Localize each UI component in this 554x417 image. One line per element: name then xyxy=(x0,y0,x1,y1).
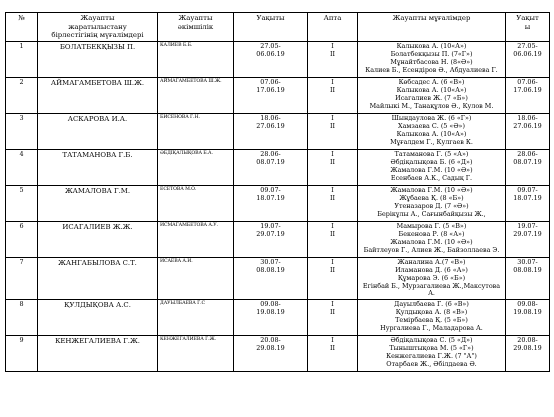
row-assistant: ДАУЫЛБАЕВА Г.С xyxy=(158,300,234,336)
row-assistant: БИСЕНОВА Г.Н. xyxy=(158,113,234,149)
row-shift: I II xyxy=(308,41,358,77)
row-staff: Көбсадес А. (6 «В») Калыкова А. (10«А») Исагалиев Ж. (7 «Б») Майлыкі М., Танақұлов Ә., Кулов М. xyxy=(358,77,506,113)
row-manager: БОЛАТБЕКҚЫЗЫ П. xyxy=(38,41,158,77)
row-period2: 07.06- 17.06.19 xyxy=(506,77,550,113)
row-num: 4 xyxy=(6,149,38,185)
table-header-row xyxy=(6,13,550,42)
row-num: 6 xyxy=(6,221,38,257)
row-shift: I II xyxy=(308,77,358,113)
row-assistant: ӘБДІҚАЛЫҚОВА Б.А. xyxy=(158,149,234,185)
row-period: 30.07- 08.08.19 xyxy=(234,257,308,300)
row-manager: ЖАНГАБЫЛОВА С.Т. xyxy=(38,257,158,300)
row-manager: КЕНЖЕГАЛИЕВА Г.Ж. xyxy=(38,336,158,372)
table-row xyxy=(6,149,550,185)
table-body xyxy=(6,41,550,372)
row-shift: I II xyxy=(308,336,358,372)
row-period: 18.06- 27.06.19 xyxy=(234,113,308,149)
row-num: 8 xyxy=(6,300,38,336)
row-num: 5 xyxy=(6,185,38,221)
header-staff: Жауапты мұғалімдер xyxy=(358,13,506,42)
table-row xyxy=(6,300,550,336)
header-assistant: Жауапты әкімшілік xyxy=(158,13,234,42)
row-period: 09.08- 19.08.19 xyxy=(234,300,308,336)
row-manager: АЙМАГАМБЕТОВА Ш.Ж. xyxy=(38,77,158,113)
row-manager: ИСАГАЛИЕВ Ж.Ж. xyxy=(38,221,158,257)
row-staff: Шындаулова Ж. (6 «Г») Хамзаева С. (5 «Ә») Калыкова А. (10«А») Мұғалдем Г., Кулгаев К. xyxy=(358,113,506,149)
table-row xyxy=(6,77,550,113)
row-period: 27.05- 06.06.19 xyxy=(234,41,308,77)
table-row xyxy=(6,185,550,221)
header-shift: Апта xyxy=(308,13,358,42)
row-num: 2 xyxy=(6,77,38,113)
row-assistant: ИСАЕВА А.И. xyxy=(158,257,234,300)
row-period: 09.07- 18.07.19 xyxy=(234,185,308,221)
header-period2: Уақыт ы xyxy=(506,13,550,42)
row-staff: Калыкова А. (10«А») Болатбекқызы П. (7«Г») Мұнайтбасова Н. (8«Ә») Калиев Б., Есендіров Ә., Абдуалиева Г. xyxy=(358,41,506,77)
row-manager: ЖАМАЛОВА Г.М. xyxy=(38,185,158,221)
header-period: Уақыты xyxy=(234,13,308,42)
row-assistant: КАЛИЕВ Б.Б. xyxy=(158,41,234,77)
row-staff: Әбдіқалықова С. (5 «Д») Тыныштықова М. (5 «Г») Кенжегалиева Г.Ж. (7 "А") Отарбаев Ж., Әбілдаева Ә. xyxy=(358,336,506,372)
row-assistant: ЕСЕТОВА М.О. xyxy=(158,185,234,221)
row-period: 20.08- 29.08.19 xyxy=(234,336,308,372)
row-period2: 20.08- 29.08.19 xyxy=(506,336,550,372)
header-num: № xyxy=(6,13,38,42)
row-num: 3 xyxy=(6,113,38,149)
row-shift: I II xyxy=(308,149,358,185)
row-period2: 19.07- 29.07.19 xyxy=(506,221,550,257)
table-row xyxy=(6,41,550,77)
duty-schedule-table xyxy=(5,12,550,372)
row-staff: Татаманова Г. (5 «А») Әбдіқалықова Б. (6 «Д») Жамалова Г.М. (10 «Ә») Есенбаев А.К., Садық Г. xyxy=(358,149,506,185)
row-period: 19.07- 29.07.19 xyxy=(234,221,308,257)
row-shift: I II xyxy=(308,300,358,336)
row-staff: Мамырова Г. (5 «В») Бекенова Р. (8 «А») Жамалова Г.М. (10 «Ә») Байтлеуов Г., Алиев Ж., Байзоллаева Э. xyxy=(358,221,506,257)
row-num: 1 xyxy=(6,41,38,77)
row-staff: Дауылбаева Г. (6 «В») Қулдықова А. (8 «В») Темірбаева Қ. (5 «Б») Нургалиева Г., Маладарова А. xyxy=(358,300,506,336)
row-staff: Жамалова Г.М. (10 «Ә») Жұбаева Қ. (8 «Б») Утеназаров Д. (7 «Ә») Берікұлы А., Сағынбайқызы Ж., xyxy=(358,185,506,221)
row-period: 28.06- 08.07.19 xyxy=(234,149,308,185)
table-row xyxy=(6,221,550,257)
row-period: 07.06- 17.06.19 xyxy=(234,77,308,113)
row-period2: 28.06- 08.07.19 xyxy=(506,149,550,185)
row-period2: 27.05- 06.06.19 xyxy=(506,41,550,77)
row-manager: ҚУЛДЫҚОВА А.С. xyxy=(38,300,158,336)
table-row xyxy=(6,113,550,149)
row-shift: I II xyxy=(308,185,358,221)
row-assistant: ИСМАГАМБЕТОВА А.У. xyxy=(158,221,234,257)
row-num: 9 xyxy=(6,336,38,372)
table-row xyxy=(6,336,550,372)
table-row xyxy=(6,257,550,300)
row-period2: 18.06- 27.06.19 xyxy=(506,113,550,149)
row-shift: I II xyxy=(308,257,358,300)
row-assistant: КЕНЖЕГАЛИЕВА Г.Ж. xyxy=(158,336,234,372)
row-assistant: АЙМАГАМБЕТОВА Ш.Ж. xyxy=(158,77,234,113)
row-period2: 30.07- 08.08.19 xyxy=(506,257,550,300)
row-staff: Жаналина А.(7 «В») Иламанова Д. (6 «А») Құмарова Э. (6 «Б») Егінбай Б., Мурзагалиева Ж.,Максутова А. xyxy=(358,257,506,300)
row-period2: 09.07- 18.07.19 xyxy=(506,185,550,221)
row-shift: I II xyxy=(308,221,358,257)
header-manager: Жауапты жаратылыстану бірлестігінің мүғалімдері xyxy=(38,13,158,42)
row-manager: АСКАРОВА И.А. xyxy=(38,113,158,149)
row-num: 7 xyxy=(6,257,38,300)
row-period2: 09.08- 19.08.19 xyxy=(506,300,550,336)
row-shift: I II xyxy=(308,113,358,149)
row-manager: ТАТАМАНОВА Г.Б. xyxy=(38,149,158,185)
